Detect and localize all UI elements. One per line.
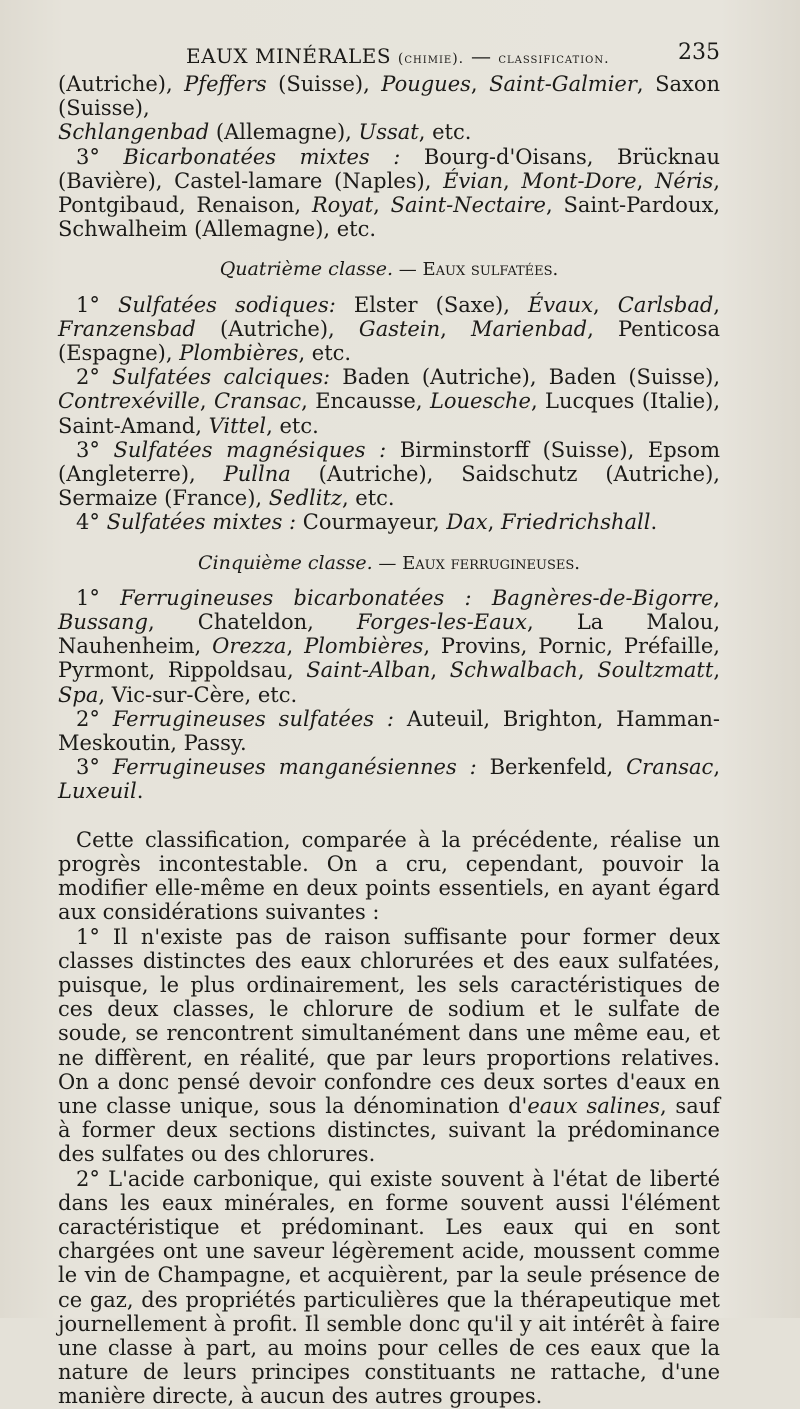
paragraph-point-2: 2° L'acide carbonique, qui existe souvent à l'état de liberté dans les eaux minérales, en forme souvent aussi l'élément caractéristique et prédominant. Les eaux qui en sont chargées ont une saveur légèrement acide, moussent comme le vin de Champagne, et acquièrent, par la seule présence de ce gaz, des propriétés particulières que la thérapeutique met journellement à profit. Il semble donc qu'il y ait intérêt à faire une classe à part, au moins pour celles de ces eaux que la nature de leurs principes constituants ne rattache, d'une manière directe, à aucun des autres groupes. xyxy=(58,1166,720,1409)
place-italic: Évian xyxy=(443,168,504,193)
continued-line-2 xyxy=(58,120,720,144)
list-item-bicarbonatees-mixtes xyxy=(58,145,720,242)
text: , xyxy=(636,168,655,193)
place-italic: Dax xyxy=(446,510,488,535)
section-heading-5 xyxy=(58,551,720,576)
place-italic: Mont-Dore xyxy=(521,168,637,193)
text: Elster (Saxe), xyxy=(335,292,528,317)
list-item-sulfatees-magnesiques xyxy=(58,438,720,511)
text: , xyxy=(199,389,214,414)
place-italic: Franzensbad xyxy=(58,316,196,341)
text xyxy=(472,586,492,610)
text: , xyxy=(487,510,501,535)
text: Birminstorff (Suisse), Epsom (Angleterre), xyxy=(58,437,720,487)
section-name: Eaux ferrugineuses. xyxy=(402,552,581,574)
item-label: Ferrugineuses manganésiennes : xyxy=(112,755,477,780)
text: Berkenfeld, xyxy=(476,755,627,780)
place-italic: Luxeuil xyxy=(58,779,137,804)
section-ordinal: Cinquième classe. xyxy=(197,551,373,574)
place-italic: Marienbad xyxy=(470,316,588,341)
title-paren: (chimie). xyxy=(397,51,465,67)
text: , xyxy=(503,168,522,193)
term-italic: eaux salines xyxy=(527,1093,660,1118)
text: Courmayeur, xyxy=(296,510,447,535)
running-title xyxy=(186,44,610,68)
place-italic: Cransac xyxy=(213,389,302,414)
place-italic: Contrexéville xyxy=(58,389,200,414)
text: , etc. xyxy=(266,413,319,438)
title-class: classification. xyxy=(498,51,610,67)
text: , etc. xyxy=(341,486,395,511)
text: . xyxy=(136,779,144,804)
text: (Suisse), xyxy=(266,72,382,96)
text: — xyxy=(393,259,423,281)
text: , xyxy=(373,193,391,218)
text: , Pontgibaud, Renaison, xyxy=(58,168,720,218)
place-italic: Bagnères-de-Bigorre xyxy=(491,585,714,610)
item-number: 2° xyxy=(76,706,100,731)
item-label: Sulfatées calciques: xyxy=(112,365,331,390)
place-italic: Friedrichshall xyxy=(500,510,651,535)
text: , etc. xyxy=(418,120,472,145)
place-italic: Saint-Nectaire xyxy=(390,193,546,218)
place-italic: Pfeffers xyxy=(184,72,267,96)
list-item-sulfatees-calciques xyxy=(58,365,720,438)
place-italic: Bussang xyxy=(58,610,148,635)
text: , Lucques (Italie), Saint-Amand, xyxy=(58,389,721,438)
place-italic: Forges-les-Eaux xyxy=(356,610,528,635)
text: — xyxy=(372,552,403,574)
text: 1° Il n'existe pas de raison suffisante pour former deux classes distinctes des eaux chlorurées et des eaux sulfatées, puisque, le plus ordinairement, les sels caractéristiques de ces deux classes, le chlorure de sodium et le sulfate de soude, se rencontrent simultanément dans une même eau, et ne diffèrent, en réalité, que par leurs proportions relatives. On a donc pensé devoir confondre ces deux sortes d'eaux en une classe unique, sous la dénomination d' xyxy=(58,924,720,1118)
place-italic: Pougues xyxy=(381,72,471,96)
section-heading-4 xyxy=(58,257,720,282)
place-italic: Orezza xyxy=(212,634,287,659)
title-main: EAUX MINÉRALES xyxy=(186,44,392,68)
place-italic: Soultzmatt xyxy=(597,658,714,683)
list-item-sulfatees-mixtes xyxy=(58,510,720,534)
section-name: Eaux sulfatées. xyxy=(422,259,559,281)
place-italic: Carlsbad xyxy=(617,292,714,317)
running-header xyxy=(58,40,720,72)
list-item-ferrugineuses-sulfatees xyxy=(58,707,720,755)
item-number: 4° xyxy=(76,510,100,535)
item-number: 3° xyxy=(76,144,100,169)
text: , La Malou, Nauhenheim, xyxy=(58,610,720,659)
place-italic: Gastein xyxy=(358,316,441,341)
item-number: 1° xyxy=(76,585,100,610)
text: , xyxy=(713,755,720,780)
text: , xyxy=(577,658,598,683)
list-item-ferrugineuses-bicarbonatees xyxy=(58,586,720,707)
text: , Penticosa (Espagne), xyxy=(58,316,720,366)
place-italic: Louesche xyxy=(429,389,531,414)
spacer xyxy=(58,804,720,828)
place-italic: Cransac xyxy=(626,755,714,780)
text: , xyxy=(430,658,450,683)
text: , Encausse, xyxy=(301,389,430,414)
place-italic: Royat xyxy=(311,193,374,218)
text: (Autriche), xyxy=(58,72,185,96)
paragraph-point-1 xyxy=(58,925,720,1167)
item-label: Sulfatées mixtes : xyxy=(106,510,297,535)
item-label: Bicarbonatées mixtes : xyxy=(123,144,401,169)
place-italic: Ussat xyxy=(358,120,419,145)
text: (Allemagne), xyxy=(209,120,359,145)
list-item-sulfatees-sodiques xyxy=(58,293,720,366)
text: , xyxy=(440,316,471,341)
page-number: 235 xyxy=(678,40,720,65)
text: , xyxy=(713,292,720,317)
place-italic: Saint-Galmier xyxy=(489,72,637,96)
place-italic: Schlangenbad xyxy=(58,120,210,145)
place-italic: Spa xyxy=(58,682,99,707)
item-number: 3° xyxy=(76,755,100,780)
item-number: 2° xyxy=(76,365,100,390)
text: (Autriche), Saidschutz (Autriche), Sermaize (France), xyxy=(58,462,720,511)
item-label: Ferrugineuses bicarbonatées : xyxy=(120,585,472,610)
title-dash: — xyxy=(470,44,492,68)
text: Auteuil, Brighton, Hamman-Meskoutin, Passy. xyxy=(58,706,720,756)
text: , xyxy=(470,72,490,96)
text: , Vic-sur-Cère, etc. xyxy=(98,682,298,707)
text: , xyxy=(593,292,618,317)
item-label: Sulfatées magnésiques : xyxy=(113,437,387,462)
place-italic: Saint-Alban xyxy=(306,658,431,683)
text: , Chateldon, xyxy=(148,610,357,635)
text: Bourg-d'Oisans, Brücknau (Bavière), Castel-lamare (Naples), xyxy=(58,144,720,193)
text: . xyxy=(650,510,658,535)
item-label: Sulfatées sodiques: xyxy=(117,292,336,317)
text: , etc. xyxy=(298,341,352,366)
place-italic: Schwalbach xyxy=(449,658,578,683)
page-body xyxy=(58,72,720,1409)
text: , xyxy=(713,585,720,610)
text: , xyxy=(286,634,305,659)
paragraph-intro: Cette classification, comparée à la précédente, réalise un progrès incontestable. On a cru, cependant, pouvoir la modifier elle-même en deux points essentiels, en ayant égard aux considérations suivantes : xyxy=(58,827,720,925)
place-italic: Pullna xyxy=(223,462,291,487)
text: , Saxon (Suisse), xyxy=(58,72,720,121)
item-number: 1° xyxy=(76,292,100,317)
text: (Autriche), xyxy=(195,316,359,341)
item-label: Ferrugineuses sulfatées : xyxy=(112,706,394,731)
place-italic: Sedlitz xyxy=(268,486,342,511)
text: , sauf à former deux sections distinctes, suivant la prédominance des sulfates ou des chlorures. xyxy=(58,1093,721,1167)
place-italic: Plombières xyxy=(179,341,299,366)
text: , xyxy=(713,658,720,683)
place-italic: Vittel xyxy=(208,413,267,438)
section-ordinal: Quatrième classe. xyxy=(219,258,394,281)
place-italic: Évaux xyxy=(527,292,594,317)
continued-line-1 xyxy=(58,72,720,120)
text: Baden (Autriche), Baden (Suisse), xyxy=(330,365,720,390)
item-number: 3° xyxy=(76,437,100,462)
text: , Saint-Pardoux, Schwalheim (Allemagne), etc. xyxy=(58,193,720,242)
place-italic: Plombières xyxy=(304,634,424,659)
place-italic: Néris xyxy=(654,168,714,193)
list-item-ferrugineuses-manganesiennes xyxy=(58,755,720,803)
text: , Provins, Pornic, Préfaille, Pyrmont, Rippoldsau, xyxy=(58,634,720,683)
